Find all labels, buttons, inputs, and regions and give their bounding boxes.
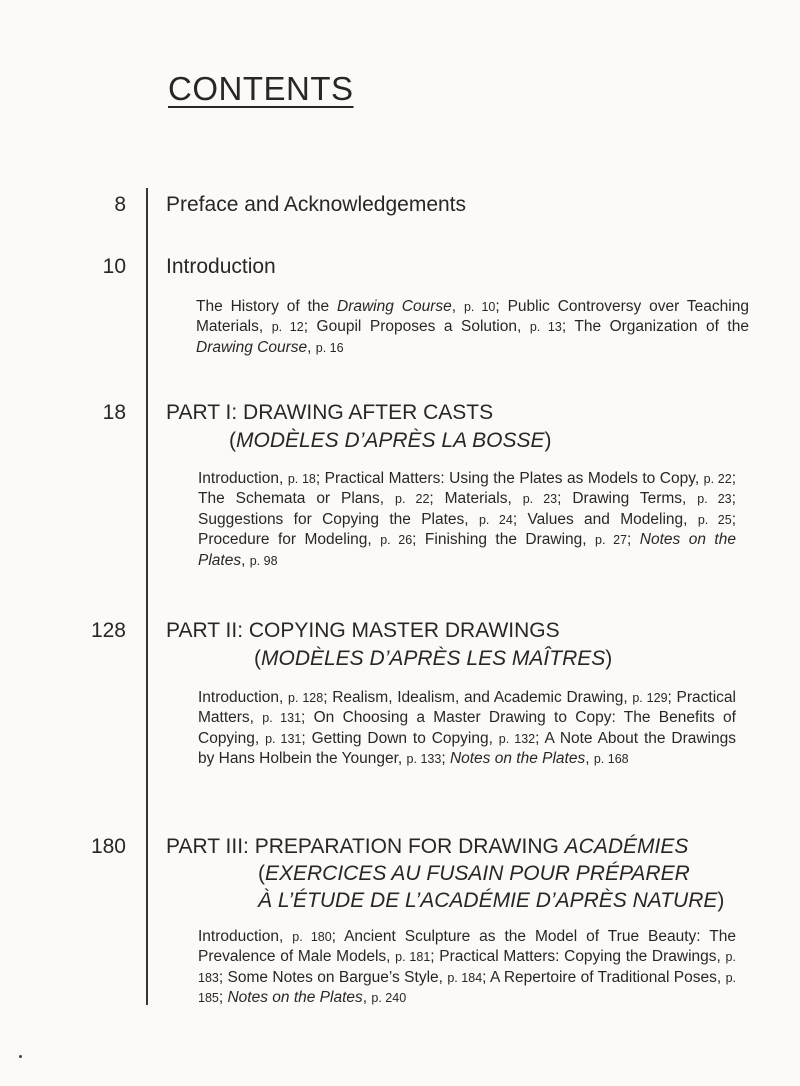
- text-run: ; Materials,: [429, 490, 523, 508]
- italic-text: MODÈLES D’APRÈS LA BOSSE: [236, 429, 545, 452]
- text-run: (: [258, 862, 265, 885]
- page-ref: p. 22: [703, 472, 732, 486]
- text-run: ; The Schemata or Plans,: [198, 470, 737, 508]
- italic-text: Notes on the Plates: [227, 989, 363, 1007]
- text-run: ,: [585, 750, 594, 768]
- entry-heading: PART II: COPYING MASTER DRAWINGS: [166, 619, 560, 642]
- text-run: (: [254, 647, 261, 670]
- text-run: PART III: PREPARATION FOR DRAWING: [166, 835, 565, 858]
- text-run: Introduction,: [198, 928, 293, 945]
- italic-text: Notes on the Plates: [198, 531, 736, 569]
- text-run: ; Practical Matters: Using the Plates as Models to Copy,: [315, 470, 704, 487]
- page-ref: p. 133: [406, 752, 442, 767]
- page-speck: [19, 1055, 22, 1058]
- page-ref: p. 98: [249, 553, 278, 568]
- entry-page-number: 128: [90, 619, 126, 642]
- text-run: ; Practical Matters,: [198, 689, 736, 727]
- text-run: (: [229, 429, 236, 452]
- page-ref: p. 23: [697, 492, 732, 507]
- entry-page-number: 18: [102, 401, 126, 424]
- text-run: ): [544, 429, 552, 452]
- italic-text: Drawing Course: [337, 298, 452, 315]
- page-ref: p. 12: [271, 320, 304, 335]
- text-run: ;: [627, 531, 640, 549]
- page-ref: p. 184: [447, 970, 483, 985]
- text-run: ; Practical Matters: Copying the Drawings,: [430, 948, 726, 966]
- page-ref: p. 129: [632, 691, 668, 705]
- text-run: ;: [218, 989, 228, 1007]
- entry-description: [198, 688, 736, 770]
- page-ref: p. 23: [522, 492, 558, 507]
- italic-text: MODÈLES D’APRÈS LES MAÎTRES: [261, 647, 606, 670]
- page-title: CONTENTS: [168, 70, 354, 107]
- page-ref: p. 22: [395, 492, 430, 507]
- text-run: ; Drawing Terms,: [557, 490, 698, 508]
- entry-heading: [166, 834, 688, 860]
- page-ref: p. 132: [498, 731, 536, 746]
- italic-text: Notes on the Plates: [449, 750, 586, 768]
- page-ref: p. 24: [478, 512, 513, 527]
- page-ref: p. 27: [595, 533, 628, 548]
- text-run: ): [717, 889, 725, 912]
- entry-page-number: 180: [90, 835, 126, 858]
- entry-subtitle: [229, 428, 552, 454]
- text-run: ; Ancient Sculpture as the Model of True Beauty: The Prevalence of Male Models,: [198, 928, 736, 966]
- entry-heading: Introduction: [166, 255, 276, 278]
- page-ref: p. 10: [463, 300, 496, 314]
- entry-page-number: 10: [102, 255, 126, 278]
- text-run: ; Goupil Proposes a Solution,: [303, 318, 530, 336]
- text-run: ,: [307, 338, 316, 356]
- text-run: ; Realism, Idealism, and Academic Drawing,: [323, 689, 633, 706]
- entry-description: [196, 297, 749, 358]
- page-ref: p. 13: [529, 320, 562, 335]
- entry-heading: PART I: DRAWING AFTER CASTS: [166, 401, 494, 424]
- page-ref: p. 168: [593, 752, 629, 767]
- text-run: ; On Choosing a Master Drawing to Copy: The Benefits of Copying,: [198, 709, 736, 747]
- entry-subtitle: [254, 646, 612, 672]
- text-run: ,: [241, 551, 250, 569]
- page-ref: p. 131: [262, 711, 302, 726]
- text-run: ;: [441, 750, 450, 768]
- text-run: Introduction,: [198, 689, 289, 706]
- entry-subtitle: [258, 861, 690, 887]
- text-run: ; A Repertoire of Traditional Poses,: [482, 968, 726, 986]
- page-ref: p. 183: [198, 950, 736, 985]
- entry-subtitle-line2: [258, 888, 724, 914]
- text-run: ; Values and Modeling,: [512, 510, 698, 528]
- page-ref: p. 180: [292, 930, 332, 944]
- text-run: ; A Note About the Drawings by Hans Holbein the Younger,: [198, 729, 736, 768]
- page-ref: p. 240: [371, 991, 407, 1006]
- text-run: Introduction,: [198, 470, 288, 487]
- text-run: ): [605, 647, 613, 670]
- page-ref: p. 26: [380, 533, 413, 548]
- page-ref: p. 25: [697, 512, 732, 527]
- italic-text: EXERCICES AU FUSAIN POUR PRÉPARER: [265, 862, 690, 885]
- page-ref: p. 185: [198, 970, 736, 1006]
- italic-text: ACADÉMIES: [564, 835, 689, 858]
- text-run: ; Finishing the Drawing,: [412, 531, 596, 549]
- text-run: ; Some Notes on Bargue’s Style,: [218, 968, 448, 986]
- page-ref: p. 131: [265, 731, 302, 746]
- page-ref: p. 18: [287, 472, 316, 486]
- entry-description: [198, 927, 736, 1009]
- text-run: ; Getting Down to Copying,: [301, 729, 499, 747]
- page-ref: p. 16: [315, 340, 344, 355]
- italic-text: À L’ÉTUDE DE L’ACADÉMIE D’APRÈS NATURE: [258, 889, 718, 912]
- text-run: ,: [362, 989, 372, 1007]
- page-ref: p. 128: [288, 691, 324, 705]
- italic-text: Drawing Course: [196, 338, 308, 356]
- entry-page-number: 8: [114, 193, 126, 216]
- vertical-rule: [146, 188, 148, 1005]
- text-run: ; Public Controversy over Teaching Materials,: [196, 298, 749, 336]
- entry-description: [198, 469, 736, 571]
- entry-heading: Preface and Acknowledgements: [166, 193, 467, 216]
- text-run: ,: [451, 298, 464, 315]
- text-run: The History of the: [196, 298, 338, 315]
- text-run: ; The Organization of the: [561, 318, 749, 336]
- text-run: ; Procedure for Modeling,: [198, 510, 737, 549]
- page-ref: p. 181: [395, 950, 431, 965]
- text-run: ; Suggestions for Copying the Plates,: [198, 490, 736, 528]
